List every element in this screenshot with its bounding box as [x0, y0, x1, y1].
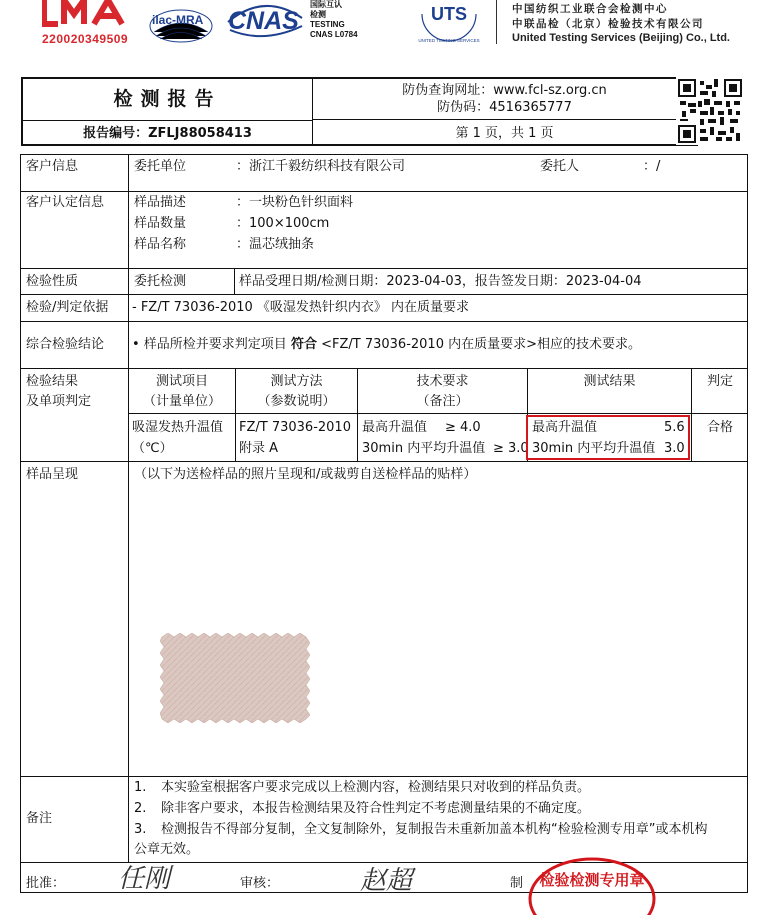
header-test-item-unit: （计量单位） — [142, 394, 221, 409]
org-name-cn-line1: 中国纺织工业联合会检测中心 — [512, 3, 668, 15]
approve-signature: 任刚 — [118, 864, 171, 894]
prepare-label: 制 — [510, 876, 524, 891]
row-divider — [20, 268, 748, 269]
column-divider — [128, 154, 129, 862]
client-info-label: 客户信息 — [26, 159, 79, 174]
result-max-rise-label: 最高升温值 — [532, 420, 598, 435]
header-test-item: 测试项目 — [155, 374, 208, 389]
result-highlight-box — [526, 415, 690, 460]
cnas-sub-text: 国际互认 检测 TESTING CNAS L0784 — [310, 0, 358, 39]
row-divider — [20, 321, 748, 322]
column-divider — [234, 268, 235, 294]
header-test-method: 测试方法 — [270, 374, 323, 389]
report-title-box — [21, 77, 698, 146]
test-item-name: 吸湿发热升温值 — [132, 420, 224, 435]
row-divider — [128, 413, 748, 414]
row-divider — [20, 191, 748, 192]
conclusion-label: 综合检验结论 — [26, 337, 105, 352]
header-tech-requirement: 技术要求 — [416, 374, 469, 389]
review-label: 审核： — [240, 876, 280, 891]
inspection-type-label: 检验性质 — [26, 274, 79, 289]
sample-note: （以下为送检样品的照片呈现和/或裁剪自送检样品的贴样） — [134, 467, 477, 482]
inspection-type-value: 委托检测 — [134, 274, 187, 289]
fabric-sample-image — [160, 633, 310, 723]
cnas-logo-text: CNAS — [228, 7, 299, 35]
entrust-unit-label: 委托单位 — [134, 159, 187, 174]
entrust-person-value: ：/ — [643, 159, 661, 174]
report-number: 报告编号：ZFLJ88058413 — [23, 121, 313, 145]
row-divider — [20, 368, 748, 369]
sample-name-label: 样品名称 — [134, 237, 187, 252]
remark-3-num: 3. — [134, 822, 147, 837]
org-name-en: United Testing Services (Beijing) Co., Ltd. — [512, 32, 730, 44]
sample-qty-label: 样品数量 — [134, 216, 187, 231]
stamp-text: 检验检测专用章 — [539, 871, 645, 889]
anti-fake-info — [313, 79, 696, 120]
cnas-logo — [224, 0, 306, 42]
remark-3-continued: 公章无效。 — [134, 842, 200, 857]
anti-fake-url[interactable]: 防伪查询网址：www.fcl-sz.org.cn — [402, 83, 607, 98]
official-stamp — [522, 855, 662, 915]
header-judgement: 判定 — [706, 374, 733, 389]
ilac-mra-logo — [148, 4, 214, 44]
test-method-appendix: 附录 A — [239, 441, 279, 456]
judgement-value: 合格 — [706, 420, 733, 435]
qr-code-icon[interactable] — [676, 77, 744, 145]
row-divider — [20, 294, 748, 295]
sample-desc-label: 样品描述 — [134, 195, 187, 210]
result-max-rise-value: 5.6 — [664, 420, 685, 435]
sample-desc-value: ：一块粉色针织面料 — [236, 195, 354, 210]
header-tech-requirement-note: （备注） — [416, 394, 469, 409]
org-name-cn-line2: 中联品检（北京）检验技术有限公司 — [512, 18, 704, 30]
row-divider — [20, 776, 748, 777]
remark-1-num: 1. — [134, 780, 147, 795]
uts-logo-text: UTS — [431, 4, 467, 24]
req-max-rise-label: 最高升温值 — [362, 420, 428, 435]
remark-3-text: 检测报告不得部分复制，全文复制除外，复制报告未重新加盖本机构“检验检测专用章”或本机构 — [161, 822, 708, 837]
result-avg-rise-label: 30min 内平均升温值 — [532, 441, 656, 456]
ilac-logo-text: ilac-MRA — [152, 13, 204, 27]
entrust-person-label: 委托人 — [540, 159, 580, 174]
remark-2-text: 除非客户要求，本报告检测结果及符合性判定不考虑测量结果的不确定度。 — [161, 801, 591, 816]
sample-section-label: 样品呈现 — [26, 467, 79, 482]
remark-1-text: 本实验室根据客户要求完成以上检测内容，检测结果只对收到的样品负责。 — [161, 780, 591, 795]
inspection-dates: 样品受理日期/检测日期：2023-04-03，报告签发日期：2023-04-04 — [239, 274, 642, 289]
req-avg-rise-value: ≥ 3.0 — [493, 441, 529, 456]
report-title: 检测报告 — [23, 79, 313, 121]
client-confirmed-label: 客户认定信息 — [26, 195, 105, 210]
page-info: 第 1 页，共 1 页 — [455, 125, 554, 141]
cma-number: 220020349509 — [42, 32, 129, 46]
anti-fake-code: 防伪码：4516365777 — [437, 100, 572, 115]
conclusion-bold: 符合 — [290, 337, 317, 352]
results-label-line2: 及单项判定 — [26, 394, 92, 409]
review-signature: 赵超 — [360, 866, 413, 896]
remarks-label: 备注 — [26, 811, 53, 826]
approve-label: 批准： — [26, 876, 66, 891]
basis-value: - FZ/T 73036-2010 《吸湿发热针织内衣》 内在质量要求 — [132, 300, 470, 315]
row-divider — [20, 461, 748, 462]
header-divider — [496, 0, 497, 44]
sample-name-value: ：温芯绒抽条 — [236, 237, 315, 252]
basis-label: 检验/判定依据 — [26, 300, 109, 315]
entrust-unit-value: ：浙江千毅纺织科技有限公司 — [236, 159, 406, 174]
req-max-rise-value: ≥ 4.0 — [445, 420, 481, 435]
uts-logo — [418, 0, 480, 50]
uts-ring-text: UNITED TESTING SERVICES — [418, 38, 480, 43]
conclusion-value — [132, 335, 641, 355]
remark-2-num: 2. — [134, 801, 147, 816]
sample-qty-value: ：100×100cm — [236, 216, 330, 231]
result-avg-rise-value: 3.0 — [664, 441, 685, 456]
header-test-result: 测试结果 — [583, 374, 636, 389]
test-method-standard: FZ/T 73036-2010 — [239, 420, 351, 435]
results-label-line1: 检验结果 — [26, 374, 79, 389]
conclusion-suffix: <FZ/T 73036-2010 内在质量要求>相应的技术要求。 — [321, 337, 641, 352]
req-avg-rise-label: 30min 内平均升温值 — [362, 441, 486, 456]
header-test-method-param: （参数说明） — [257, 394, 336, 409]
test-item-unit: （℃） — [132, 441, 173, 456]
conclusion-prefix: • 样品所检并要求判定项目 — [132, 337, 287, 352]
